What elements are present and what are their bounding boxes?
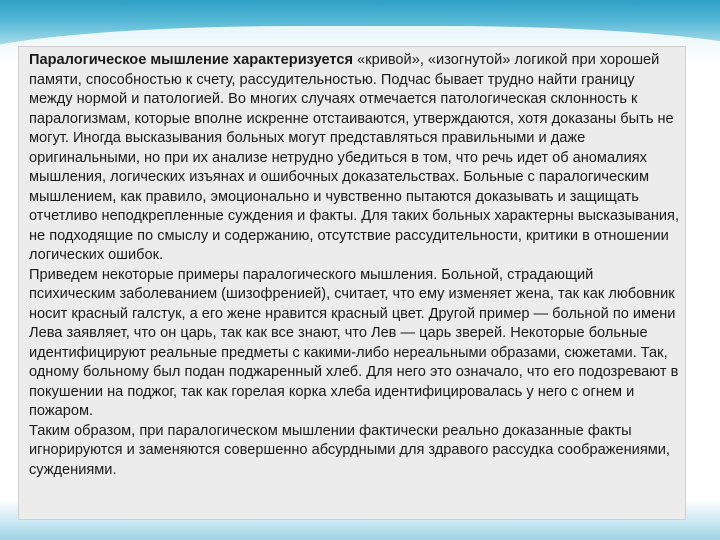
body-text [29,51,679,480]
paragraph-2 [29,266,679,422]
text-content-box [18,46,686,520]
paragraph-1-body: «кривой», «изогнутой» логикой при хорошей памяти, способностью к счету, рассудительностью. Подчас бывает трудно найти границу между нормой и патологией. Во многих случаях отмечается патологическая склонность к паралогизмам, которые вполне искренне отстаиваются, утверждаются, хотя доказаны быть не могут. Иногда высказывания больных могут представляться правильными и даже оригинальными, но при их анализе нетрудно убедиться в том, что речь идет об аномалиях мышления, логических изъянах и ошибочных доказательствах. Больные с паралогическим мышлением, как правило, эмоционально и чувственно пытаются доказывать и защищать отчетливо неподкрепленные суждения и факты. Для таких больных характерны высказывания, не подходящие по смыслу и содержанию, отсутствие рассудительности, критики в отношении логических ошибок. [29,52,679,263]
paragraph-1-lead: Паралогическое мышление характеризуется [29,52,354,68]
paragraph-2-body: Приведем некоторые примеры паралогического мышления. Больной, страдающий психическим заболеванием (шизофренией), считает, что ему изменяет жена, так как любовник носит красный галстук, а его жене нравится красный цвет. Другой пример — больной по имени Лева заявляет, что он царь, так как все знают, что Лев — царь зверей. Некоторые больные идентифицируют реальные предметы с какими-либо нереальными образами, сюжетами. Так, одному больному был подан поджаренный хлеб. Для него это означало, что его подозревают в покушении на поджог, так как горелая корка хлеба идентифицировалась у него с огнем и пожаром. [29,266,679,419]
paragraph-3-body: Таким образом, при паралогическом мышлении фактически реально доказанные факты игнорируются и заменяются совершенно абсурдными для здравого рассудка соображениями, суждениями. [29,422,670,478]
paragraph-3 [29,422,679,481]
paragraph-1 [29,51,679,266]
